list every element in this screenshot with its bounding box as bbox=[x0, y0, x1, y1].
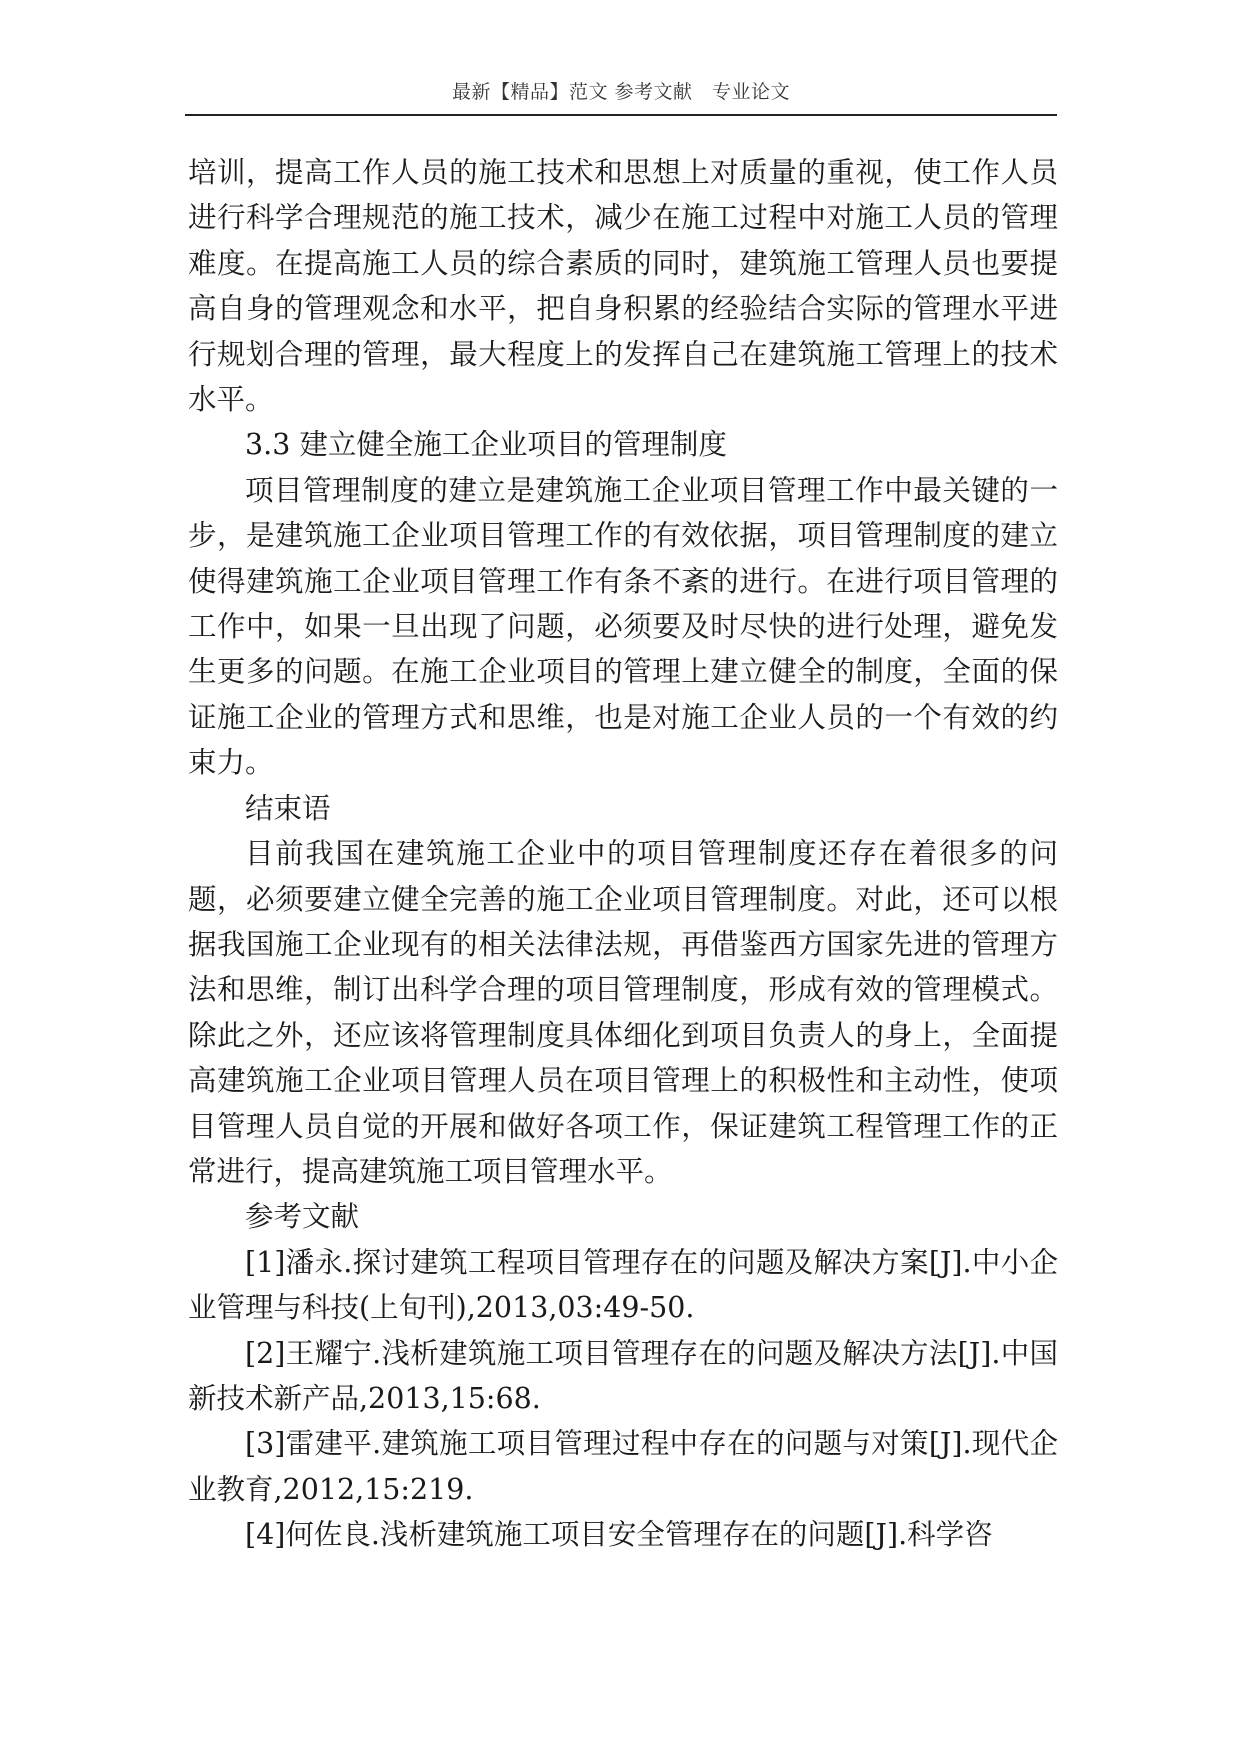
paragraph-conclusion: 目前我国在建筑施工企业中的项目管理制度还存在着很多的问题，必须要建立健全完善的施工企业项目管理制度。对此，还可以根据我国施工企业现有的相关法律法规，再借鉴西方国家先进的管理方法和思维，制订出科学合理的项目管理制度，形成有效的管理模式。除此之外，还应该将管理制度具体细化到项目负责人的身上，全面提高建筑施工企业项目管理人员在项目管理上的积极性和主动性，使项目管理人员自觉的开展和做好各项工作，保证建筑工程管理工作的正常进行，提高建筑施工项目管理水平。 bbox=[188, 837, 1058, 1188]
section-heading-3-3: 3.3 建立健全施工企业项目的管理制度 bbox=[245, 428, 727, 462]
references-heading: 参考文献 bbox=[245, 1200, 360, 1234]
running-header: 最新【精品】范文 参考文献 专业论文 bbox=[185, 80, 1057, 116]
reference-item: [1]潘永.探讨建筑工程项目管理存在的问题及解决方案[J].中小企业管理与科技(上旬刊),2013,03:49-50. bbox=[188, 1245, 1058, 1325]
body-text bbox=[188, 150, 1058, 1558]
reference-item: [4]何佐良.浅析建筑施工项目安全管理存在的问题[J].科学咨 bbox=[245, 1518, 993, 1552]
reference-item: [2]王耀宁.浅析建筑施工项目管理存在的问题及解决方法[J].中国新技术新产品,2013,15:68. bbox=[188, 1336, 1058, 1415]
conclusion-heading: 结束语 bbox=[245, 791, 331, 825]
paragraph-training: 培训，提高工作人员的施工技术和思想上对质量的重视，使工作人员进行科学合理规范的施工技术，减少在施工过程中对施工人员的管理难度。在提高施工人员的综合素质的同时，建筑施工管理人员也要提高自身的管理观念和水平，把自身积累的经验结合实际的管理水平进行规划合理的管理，最大程度上的发挥自己在建筑施工管理上的技术水平。 bbox=[188, 156, 1058, 417]
reference-item: [3]雷建平.建筑施工项目管理过程中存在的问题与对策[J].现代企业教育,2012,15:219. bbox=[188, 1427, 1058, 1506]
paragraph-management-system: 项目管理制度的建立是建筑施工企业项目管理工作中最关键的一步，是建筑施工企业项目管理工作的有效依据，项目管理制度的建立使得建筑施工企业项目管理工作有条不紊的进行。在进行项目管理的工作中，如果一旦出现了问题，必须要及时尽快的进行处理，避免发生更多的问题。在施工企业项目的管理上建立健全的制度，全面的保证施工企业的管理方式和思维，也是对施工企业人员的一个有效的约束力。 bbox=[188, 473, 1058, 780]
